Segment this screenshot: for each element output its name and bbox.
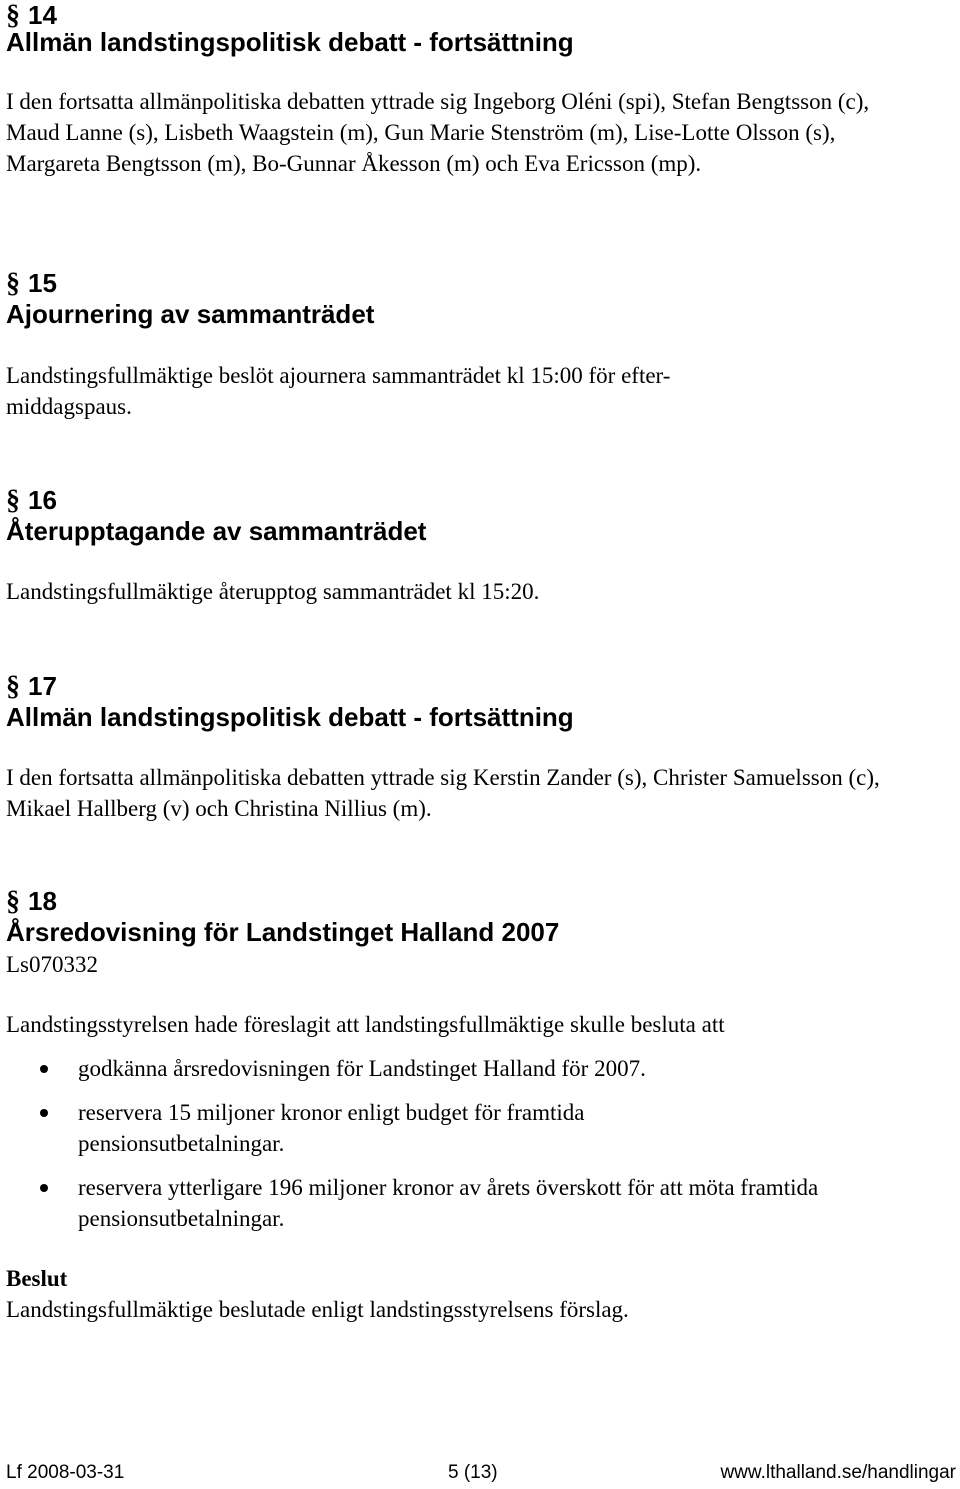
section-symbol: § bbox=[6, 886, 20, 917]
list-item-text: reservera ytterligare 196 miljoner kronor av årets överskott för att möta framtida pensionsutbetalningar. bbox=[78, 1175, 819, 1231]
section-15-title: Ajournering av sammanträdet bbox=[6, 299, 375, 329]
section-17-title: Allmän landstingspolitisk debatt - fortsättning bbox=[6, 702, 574, 732]
decision-label: Beslut bbox=[6, 1266, 68, 1291]
section-17-paragraph: I den fortsatta allmänpolitiska debatten yttrade sig Kerstin Zander (s), Christer Samuelsson (c), Mikael Hallberg (v) och Christina Nillius (m). bbox=[6, 765, 880, 821]
bullet-icon bbox=[40, 1109, 48, 1117]
section-16-paragraph: Landstingsfullmäktige återupptog sammanträdet kl 15:20. bbox=[6, 579, 540, 604]
footer-date: Lf 2008-03-31 bbox=[6, 1462, 125, 1483]
section-number: 17 bbox=[28, 671, 57, 701]
section-18-reference: Ls070332 bbox=[6, 952, 98, 977]
section-18-number bbox=[6, 886, 57, 917]
bullet-icon bbox=[40, 1065, 48, 1073]
footer-url: www.lthalland.se/handlingar bbox=[720, 1462, 956, 1483]
section-15-number bbox=[6, 268, 57, 299]
section-16-title: Återupptagande av sammanträdet bbox=[6, 516, 427, 546]
section-symbol: § bbox=[6, 671, 20, 702]
decision-text: Landstingsfullmäktige beslutade enligt landstingsstyrelsens förslag. bbox=[6, 1297, 629, 1322]
section-number: 18 bbox=[28, 886, 57, 916]
section-16-number bbox=[6, 485, 57, 516]
list-item-text: reservera 15 miljoner kronor enligt budget för framtida pensionsutbetalningar. bbox=[78, 1100, 585, 1156]
section-18-intro: Landstingsstyrelsen hade föreslagit att landstingsfullmäktige skulle besluta att bbox=[6, 1012, 725, 1037]
section-number: 15 bbox=[28, 268, 57, 298]
section-14-title: Allmän landstingspolitisk debatt - fortsättning bbox=[6, 27, 574, 57]
section-number: 16 bbox=[28, 485, 57, 515]
section-14-paragraph: I den fortsatta allmänpolitiska debatten yttrade sig Ingeborg Oléni (spi), Stefan Bengtsson (c), Maud Lanne (s), Lisbeth Waagstein (m), Gun Marie Stenström (m), Lise-Lotte Olsson (s), Margareta Bengtsson (m), Bo-Gunnar Åkesson (m) och Eva Ericsson (mp). bbox=[6, 89, 870, 176]
section-symbol: § bbox=[6, 485, 20, 516]
section-symbol: § bbox=[6, 0, 20, 31]
bullet-icon bbox=[40, 1184, 48, 1192]
section-symbol: § bbox=[6, 268, 20, 299]
section-18-title: Årsredovisning för Landstinget Halland 2007 bbox=[6, 917, 560, 947]
section-15-paragraph-line-1: Landstingsfullmäktige beslöt ajournera sammanträdet kl 15:00 för efter- bbox=[6, 363, 671, 388]
section-15-paragraph-line-2: middagspaus. bbox=[6, 394, 132, 419]
footer-page-number: 5 (13) bbox=[448, 1462, 498, 1483]
section-17-number bbox=[6, 671, 57, 702]
section-number: 14 bbox=[28, 0, 57, 30]
list-item-text: godkänna årsredovisningen för Landstinget Halland för 2007. bbox=[78, 1056, 646, 1081]
